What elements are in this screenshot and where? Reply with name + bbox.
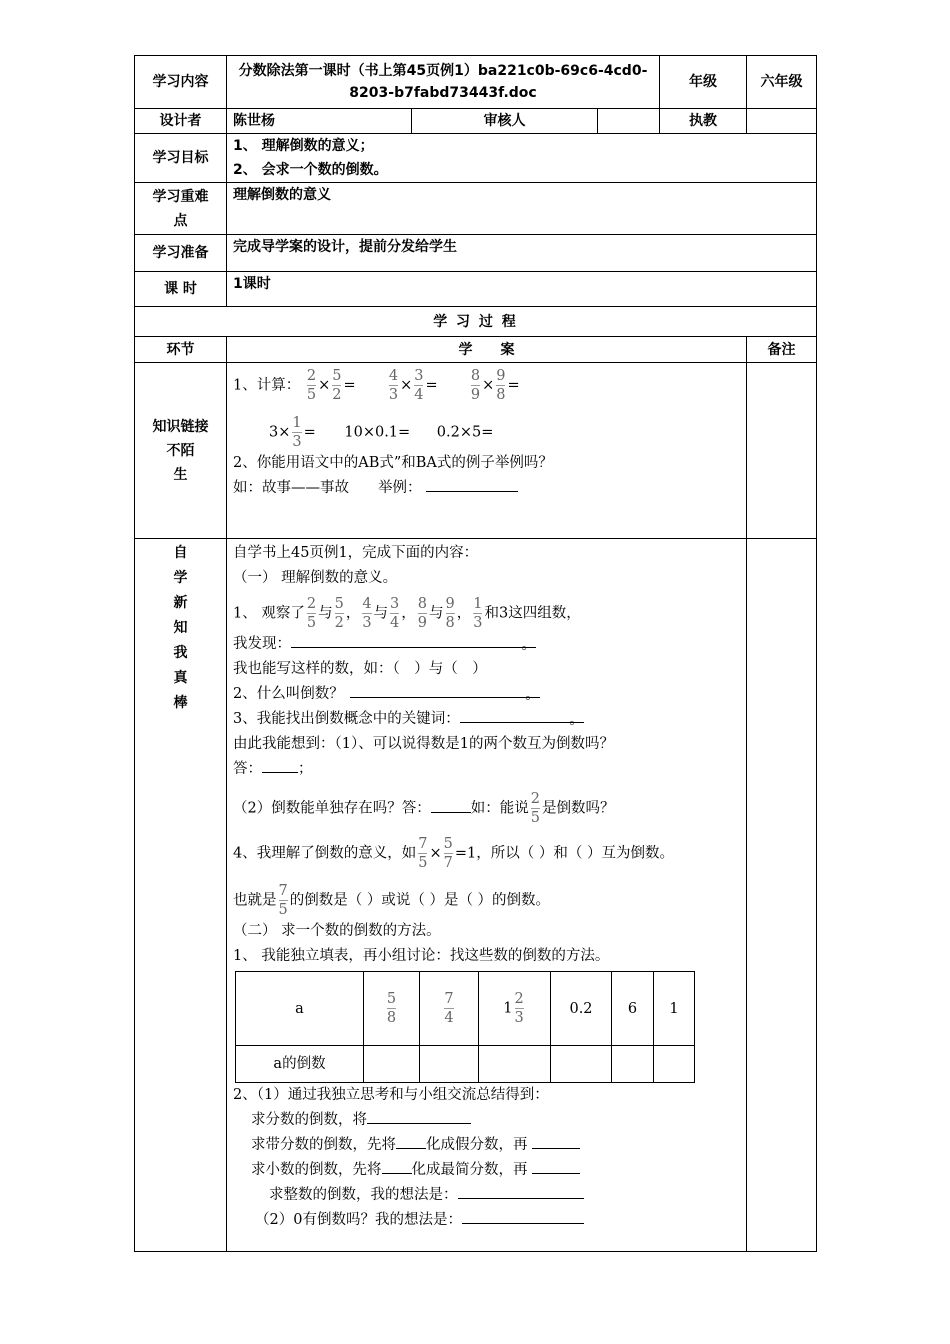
answer-blank[interactable]: 。 <box>291 633 536 648</box>
designer-value: 陈世杨 <box>227 109 412 134</box>
answer-blank[interactable]: 。 <box>350 683 540 698</box>
part2-title: （二） 求一个数的倒数的方法。 <box>233 923 441 939</box>
teacher-value <box>747 109 817 134</box>
section1-label: 知识链接 不陌 生 <box>135 363 227 539</box>
cell-value: $\frac{7}{4}$ <box>420 972 479 1046</box>
stage-header: 环节 <box>135 337 227 363</box>
fraction: $\frac{5}{2}$ <box>332 368 342 403</box>
section1-notes <box>747 363 817 539</box>
fraction: $\frac{1}{3}$ <box>473 596 483 631</box>
answer-blank[interactable] <box>431 798 471 813</box>
fraction: $\frac{3}{4}$ <box>390 596 400 631</box>
fraction: $\frac{5}{7}$ <box>443 836 453 871</box>
fraction: $\frac{5}{2}$ <box>334 596 344 631</box>
part1-title: （一） 理解倒数的意义。 <box>233 570 398 586</box>
grade-label: 年级 <box>660 56 747 109</box>
zero-question: （2）0有倒数吗？我的想法是： <box>233 1208 740 1233</box>
preparation-label: 学习准备 <box>135 235 227 272</box>
goals-label: 学习目标 <box>135 134 227 183</box>
preparation-value: 完成导学案的设计，提前分发给学生 <box>227 235 817 272</box>
fraction: $\frac{2}{5}$ <box>530 791 540 826</box>
cell-value: $\frac{5}{8}$ <box>364 972 420 1046</box>
write-like: 我也能写这样的数，如：（ ）与（ ） <box>233 661 487 677</box>
key-points-label: 学习重难 点 <box>135 183 227 235</box>
answer-cell[interactable] <box>551 1046 612 1083</box>
method-decimal: 求小数的倒数，先将 化成最简分数，再 <box>233 1158 740 1183</box>
hours-value: 1课时 <box>227 272 817 307</box>
answer-blank[interactable] <box>382 1159 412 1174</box>
row-a-label: a <box>236 972 364 1046</box>
fraction: $\frac{4}{3}$ <box>362 596 372 631</box>
method-integer: 求整数的倒数，我的想法是： <box>233 1183 740 1208</box>
exist-line: （2）倒数能单独存在吗？答： 如：能说 $\frac{2}{5}$ 是倒数吗？ <box>233 791 615 826</box>
lesson-plan-table <box>134 55 817 1252</box>
section2-label: 自 学 新 知 我 真 棒 <box>135 539 227 1252</box>
section2-notes <box>747 539 817 1252</box>
answer-blank[interactable] <box>532 1134 580 1149</box>
intro: 自学书上45页例1，完成下面的内容： <box>233 545 479 561</box>
fraction: $\frac{1}{3}$ <box>292 415 302 450</box>
grade-value: 六年级 <box>747 56 817 109</box>
goal-item: 1、 理解倒数的意义； <box>233 138 374 154</box>
content-label: 学习内容 <box>135 56 227 109</box>
goal-item: 2、 会求一个数的倒数。 <box>233 162 388 178</box>
think-line: 由此我能想到：（1）、可以说得数是1的两个数互为倒数吗？ <box>233 736 614 752</box>
fraction: $\frac{8}{9}$ <box>470 368 481 403</box>
cell-value: 0.2 <box>551 972 612 1046</box>
calc-line-1: 1、计算： $\frac{2}{5}$ × $\frac{5}{2}$ = $\frac{4}{3}$ × $\frac{3}{4}$ = $\frac{8}{9}$ × $\frac{9}{8}$ = <box>233 368 520 403</box>
q4-line: 4、我理解了倒数的意义，如 $\frac{7}{5}$ × $\frac{5}{7}$ =1，所以（ ）和（ ）互为倒数。 <box>233 836 674 871</box>
fraction: $\frac{8}{9}$ <box>417 596 428 631</box>
teacher-label: 执教 <box>660 109 747 134</box>
row-reciprocal-label: a的倒数 <box>236 1046 364 1083</box>
answer-cell[interactable] <box>654 1046 695 1083</box>
fraction: $\frac{7}{5}$ <box>418 836 428 871</box>
question-2: 2、你能用语文中的AB式”和BA式的例子举例吗？ <box>233 455 553 471</box>
cell-value: 1 <box>654 972 695 1046</box>
fraction: $\frac{4}{3}$ <box>388 368 399 403</box>
section2-content <box>227 539 747 1252</box>
reciprocal-table <box>235 971 695 1083</box>
plan-header: 学 案 <box>227 337 747 363</box>
what-is-line: 2、什么叫倒数？ 。 <box>233 682 740 707</box>
reviewer-label: 审核人 <box>412 109 598 134</box>
fraction: $\frac{9}{8}$ <box>445 596 455 631</box>
calc-line-2: 3× $\frac{1}{3}$ = 10×0.1= 0.2×5= <box>269 415 494 450</box>
fraction: $\frac{2}{5}$ <box>306 596 317 631</box>
reviewer-value <box>598 109 660 134</box>
answer-cell[interactable] <box>364 1046 420 1083</box>
answer-blank[interactable] <box>262 758 298 773</box>
answer-blank[interactable] <box>532 1159 580 1174</box>
answer-blank[interactable]: 。 <box>460 708 584 723</box>
answer-blank[interactable] <box>426 477 518 492</box>
fraction: $\frac{7}{5}$ <box>278 883 288 918</box>
fraction: $\frac{9}{8}$ <box>496 368 506 403</box>
question-2-example: 如：故事——事故 举例： <box>233 476 740 501</box>
goals-list <box>227 134 817 183</box>
answer-cell[interactable] <box>479 1046 551 1083</box>
q4b-line: 也就是 $\frac{7}{5}$ 的倒数是（ ）或说（ ）是（ ）的倒数。 <box>233 883 551 918</box>
answer-line: 答： ； <box>233 757 740 782</box>
found-line: 我发现： 。 <box>233 632 740 657</box>
key-points-value: 理解倒数的意义 <box>227 183 817 235</box>
observe-line: 1、 观察了 $\frac{2}{5}$ 与 $\frac{5}{2}$ ， $\frac{4}{3}$ 与 $\frac{3}{4}$ ， $\frac{8}{9}$ 与 $\frac{9}{8}$ ， $\frac{1}{3}$ 和3这四组数， <box>233 596 581 631</box>
answer-cell[interactable] <box>420 1046 479 1083</box>
notes-header: 备注 <box>747 337 817 363</box>
answer-blank[interactable] <box>396 1134 426 1149</box>
summary-line: 2、（1）通过我独立思考和与小组交流总结得到： <box>233 1087 549 1103</box>
answer-blank[interactable] <box>458 1184 584 1199</box>
designer-label: 设计者 <box>135 109 227 134</box>
process-title: 学 习 过 程 <box>135 307 817 337</box>
method-fraction: 求分数的倒数，将 <box>233 1108 740 1133</box>
table-intro: 1、 我能独立填表，再小组讨论：找这些数的倒数的方法。 <box>233 948 610 964</box>
content-title: 分数除法第一课时（书上第45页例1）ba221c0b-69c6-4cd0-8203-b7fabd73443f.doc <box>227 56 660 109</box>
answer-blank[interactable] <box>462 1209 584 1224</box>
answer-cell[interactable] <box>612 1046 654 1083</box>
fraction: $\frac{2}{5}$ <box>306 368 317 403</box>
hours-label: 课 时 <box>135 272 227 307</box>
fraction: $\frac{3}{4}$ <box>414 368 424 403</box>
section1-content <box>227 363 747 539</box>
cell-value: 1 $\frac{2}{3}$ <box>479 972 551 1046</box>
method-mixed: 求带分数的倒数，先将 化成假分数，再 <box>233 1133 740 1158</box>
keyword-line: 3、我能找出倒数概念中的关键词： 。 <box>233 707 740 732</box>
cell-value: 6 <box>612 972 654 1046</box>
answer-blank[interactable] <box>367 1109 471 1124</box>
